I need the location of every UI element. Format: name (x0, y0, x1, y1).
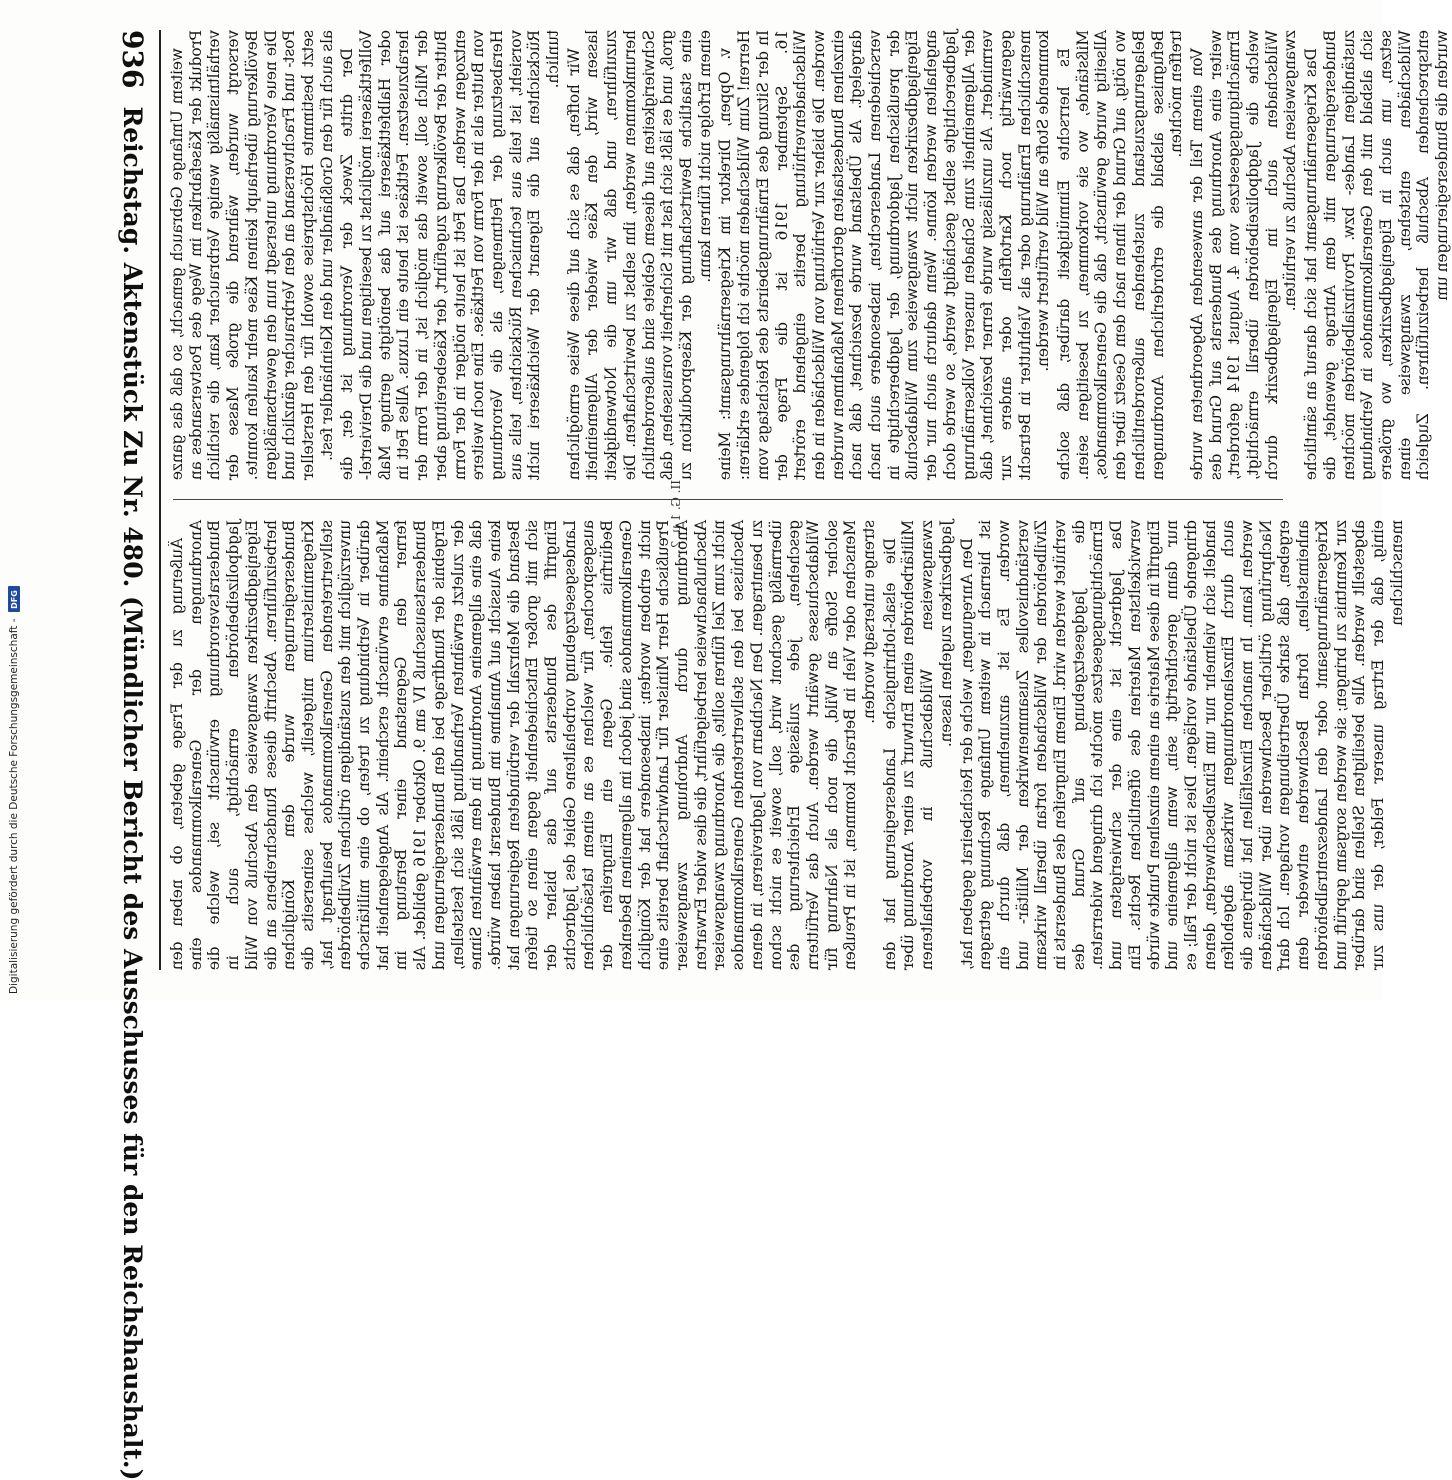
page-title: Reichstag. Aktenstück Zu Nr. 480. (Mündlicher Bericht des Ausschusses für den Reichshaushalt.) (118, 106, 148, 1480)
column-separator (173, 499, 1283, 500)
paragraph: Die elsaß-lothringische Landesregierung hat den Militärbehörden einen Entwurf zu einer Anordnung über zwangsweisen Wildabschuß in vorbehaltenen Jagdbezirken zugehen lassen. (880, 520, 955, 970)
page-header (111, 30, 155, 1480)
paragraph: Der dritte Zweck der Verordnung ist der, die Vollfettkäserei möglichst zu beseitigen und die Dreiviertel- oder Halbfettkäserei auf das benötigte geringe Maß herabzusetzen. Fettkäse ist heute ein Luxus. Alles Fett in der Milch soll, soweit das möglich ist, in der Form der Butter der Bevölkerung zugeführt, der Käsebereitung aber entzogen werden. Das Fett ist heute nötiger in der Form von Butter als in der Form von Fettkäse. Eine noch weitere Herabsetzung der Fettmengen, als die Verordnung vorsieht, ist teils aus technischen Rücksichten, teils aus Rücksichten auf die Eigenart der Weichkäserei nicht tunlich. (338, 30, 563, 480)
paragraph: weitem Umfange Gebrauch gemacht, so daß das ganze Produkt der Käsefabriken im Wege des Postversandes an verhältnismäßig wenige Verbraucher kam, die reichlich versorgt wurden, während die große Masse der Bevölkerung überhaupt keinen Käse mehr kaufen konnte. Die neue Verordnung untersagt nun den gewerbsmäßigen Post- und Frachtversand an den Verbraucher gänzlich und setzt bestimmte Höchstpreise sowohl für den Hersteller als auch für den Großhändler und den Kleinhändler fest. (168, 30, 336, 480)
paragraph: Das Kriegsernährungsamt hat sich darauf an sämtliche Bundesregierungen mit dem Antrage gewendet, die zuständigen Landes- bzw. Provinzialbehörden möchten sich alsbald mit den Generalkommandos in Verbindung setzen, um auch in Eigenjagdbezirken, wo größere Wildschäden entstehen, zwangsweise einen entsprechenden Abschuß herbeizuführen. Zugleich wurden die Bundesregierungen um (1302, 30, 1452, 480)
footer (4, 0, 24, 1000)
dfg-logo-icon: DFG (8, 586, 20, 612)
paragraph: Den Anregungen, welche der Reichsbeirat gegeben hat, ist hiernach in weitem Umfange Rechnung getragen worden. Es ist anzunehmen, daß durch ein verständnisvolles Zusammenwirken der Militär- und Zivilbehörden der Wildschaden fortan überall wirksam verhütet werden wird. Einem Eingreifen des Bundesrats in die Jagdgesetzgebung auf Grund des Ermächtigungsgesetzes möchte ich dringend widerraten. Das Jagdrecht ist eine der schwierigsten und verwickeltsten Materien des öffentlichen Rechts. Ein Eingriff in diese Materie an einem einzelnen Punkte würde nur dann gerechtfertigt sein, wenn allgemeine und dringende Übelstände vorlägen. Dies ist nicht der Fall; es handelt sich vielmehr nur um Einzelbeschwerden, denen auch durch Einzelanordnungen wirksam abgeholfen werden kann. In manchen Einzelfällen hat übrigens die Nachprüfung örtlicher Beschwerden über Wildschäden ergeben, daß starke Übertreibungen vorlagen. Ich darf anheimstellen, fortan Beschwerden entweder dem Kriegsernährungsamt oder den Landeszentralbehörden zur Kenntnis zu bringen; sie werden sorgsam geprüft und abgestellt werden. Alle beteiligten Stellen sind darüber einig, daß der Ertrag unserer Felder, der uns zur menschlichen (957, 520, 1406, 970)
page-number: 936 (116, 30, 150, 89)
left-column (168, 30, 1452, 480)
paragraph: v. Oppen, Direktor im Kriegsernährungsamt: Meine Herren! Zum Wildschaden möchte ich folgendes erklären: In der Sitzung des Ernährungsbeirats des Reichstags vom 16. September 1916 ist die Frage der Wildschadenverhütung bereits eingehend erörtert worden. Die bisher zur Verhütung von Wildschäden in den einzelnen Bundesstaaten getroffenen Maßnahmen wurden dargelegt. Als Übelstand wurde bezeichnet, daß nach verschiedenen Landesrechten, insbesondere auch nach der preußischen Jagdordnung, der Jagdberechtigte in Eigenjagdbezirken nicht zwangsweise zum Wildabschuß angehalten werden könne. Wenn dadurch auch nur der Jagdberechtigte selbst geschädigt werde, so werde doch der Allgemeinheit zum Schaden unserer Volksernährung vermindert. Als unzulässig wurde ferner bezeichnet, daß gegenwärtig noch Kartoffeln oder andere zur menschlichen Ernährung oder als Viehfutter in Betracht kommende Stoffe an Wild verfüttert werden. (716, 30, 1053, 480)
header-rule (159, 30, 161, 970)
right-column (168, 520, 1406, 970)
paragraph: Äußerung zu der Frage gebeten, ob neben den Anordnungen der Generalkommandos eine Bundesratsverordnung erwünscht sei, welche die Jagdpolizeibehörden ermächtigt, auch in Eigenjagdbezirken zwangsweise den Abschuß von Wild herbeizuführen. Abschrift dieses Rundschreibens an die Bundesregierungen wurde dem Königlichen Kriegsministerium mitgeteilt, welches seinerseits die stellvertretenden Generalkommandos beauftragt hat, unverzüglich mit den zuständigen örtlichen Zivilbehörden darüber in Verbindung zu treten, ob eine militärische Maßnahme erwünscht erscheint. Als Angelegenheit hat ferner den Gegenstand einer Beratung im Bundesratsausschuß IV am 9. Oktober 1916 gebildet. Als Ergebnis der Rundfrage bei den Bundesregierungen und der zuletzt erwähnten Verhandlung läßt sich feststellen, daß eine allgemeine Anordnung in dem erwähnten Sinne keine Aussicht auf Annahme im Bundesrat haben würde. Bestand die Mehrzahl der verbündeten Regierungen hat sich mit großer Entschiedenheit gegen einen so tiefen Eingriff des Bundesrats auf das bisher der Landesgesetzgebung vorbehaltene Gebiet des Jagdrechts ausgesprochen, für welchen es an einem tatsächlichen Bedürfnis fehle. Gegen ein Eingreifen der Generalkommandos sind jedoch im allgemeinen Bedenken nicht erhoben worden; insbesondere hat der Königlich Preußische Herr Minister für Landwirtschaft bereits eine Anordnung durch Androhung zwangsweiser Abschußnachweise herbeigeführt, die dies wider Erwarten nicht zum Ziel führen sollte, die Anordnung zwangsweiser Abschüsse bei den stellvertretenden Generalkommandos zu beantragen. Den Nachbarn von Jagdrevieren, in denen übermäßig geschont wird, soll, soweit es nicht schon geschehen, jede zulässige Erleichterung des Wildabschusses gewährt werden. Auch das Verfüttern solcher Stoffe an Wild, die noch als Nahrung für Menschen oder Vieh in Betracht kommen, ist in Preußen strenge untersagt worden. (168, 520, 879, 970)
paragraph: Wir hoffen, daß es sich auf diese Weise ermöglichen lassen wird, den Käse wieder der Allgemeinheit zuzuführen, und daß wir um die Notwendigkeit herumkommen werden, ihn selbst zu bewirtschaften. Die Schwierigkeiten auf diesem Gebiete sind außerordentlich groß, und es läßt sich fast mit Sicherheit voraussehen, daß eine staatliche Bewirtschaftung der Käseproduktion zu einem Erfolge nicht führen kann. (564, 30, 714, 480)
paragraph: Es herrschte Einmütigkeit darüber, daß solche Mißstände, wo sie vorkommen, zu beseitigen seien. Allseitig wurde gewünscht, daß die Generalkommandos, wo nötig, auf Grund der ihnen nach dem Gesetz über den Belagerungszustand zustehenden außerordentlichen Befugnisse alsbald die erforderlichen Anordnungen treffen möchten. (1055, 30, 1186, 480)
margin-note: II. G. 1 u. 2 (669, 480, 683, 549)
paragraph: Von einem Teil der anwesenden Abgeordneten wurde weiter eine Anordnung des Bundesrats auf Grund des Ermächtigungsgesetzes vom 4. August 1914 gefordert, welche die Jagdpolizeibehörden überall ermächtigt, Wildschaden auch im Eigenjagdbezirk durch zwangsweisen Abschuß zu verhüten. (1187, 30, 1300, 480)
footer-strip (0, 0, 20, 1000)
footer-text: Digitalisierung gefördert durch die Deutsche Forschungsgemeinschaft - (8, 618, 20, 994)
